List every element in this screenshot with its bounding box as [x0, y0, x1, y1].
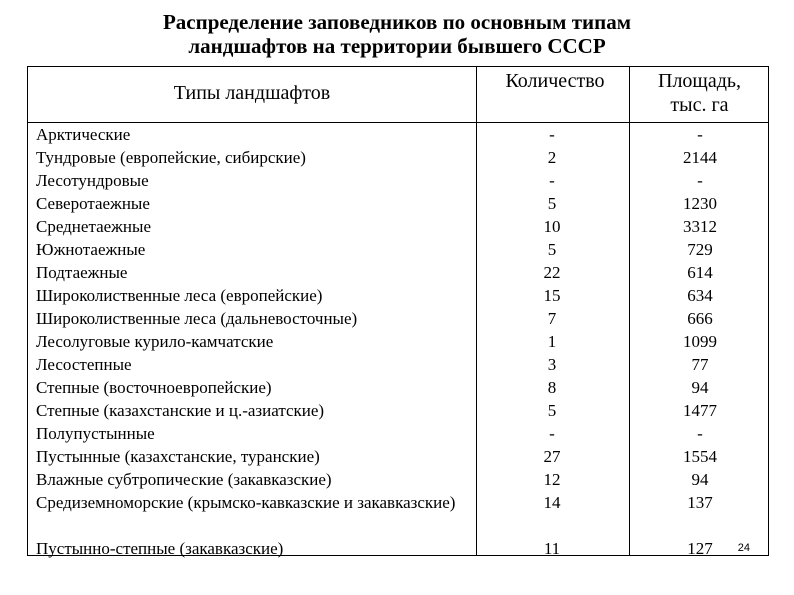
count-cell: 1	[547, 332, 557, 351]
table-row	[28, 146, 770, 169]
table-row	[28, 353, 770, 376]
area-cell: 1099	[683, 332, 717, 351]
title-line-1: Распределение заповедников по основным типам	[162, 10, 632, 34]
landscape-type-cell: Лесотундровые	[36, 171, 149, 190]
table-row	[28, 261, 770, 284]
table-row	[28, 238, 770, 261]
table-row	[28, 330, 770, 353]
area-cell: 94	[691, 470, 709, 489]
count-cell: 10	[543, 217, 561, 236]
area-cell: -	[697, 424, 703, 443]
table-row	[28, 422, 770, 445]
landscape-type-cell: Средиземноморские (крымско-кавказские и закавказские)	[36, 493, 456, 512]
area-cell: 94	[691, 378, 709, 397]
table-row	[28, 169, 770, 192]
table-row	[28, 307, 770, 330]
header-landscape-types: Типы ландшафтов	[173, 82, 331, 104]
landscape-type-cell: Арктические	[36, 125, 131, 144]
area-cell: -	[697, 125, 703, 144]
landscape-type-cell: Полупустынные	[36, 424, 155, 443]
count-cell: 11	[543, 539, 561, 558]
count-cell: -	[549, 171, 555, 190]
table-row	[28, 445, 770, 468]
area-cell: 614	[687, 263, 713, 282]
table-row	[28, 468, 770, 491]
landscape-type-cell: Подтаежные	[36, 263, 128, 282]
count-cell: 5	[547, 240, 557, 259]
table-row	[28, 399, 770, 422]
page-number: 24	[737, 542, 750, 554]
count-cell: 12	[543, 470, 561, 489]
table-row	[28, 192, 770, 215]
count-cell: 5	[547, 401, 557, 420]
table-row	[28, 123, 770, 146]
header-count: Количество	[505, 70, 605, 92]
title-line-2: ландшафтов на территории бывшего СССР	[188, 34, 606, 58]
landscape-type-cell: Пустынно-степные (закавказские)	[36, 539, 284, 558]
landscape-type-cell: Южнотаежные	[36, 240, 146, 259]
reserves-table	[27, 66, 769, 556]
landscape-type-cell: Среднетаежные	[36, 217, 151, 236]
area-cell: 729	[687, 240, 713, 259]
count-cell: -	[549, 125, 555, 144]
landscape-type-cell: Широколиственные леса (дальневосточные)	[36, 309, 358, 328]
area-cell: 77	[691, 355, 709, 374]
header-area: Площадь, тыс. га	[658, 70, 741, 116]
landscape-type-cell: Влажные субтропические (закавказские)	[36, 470, 332, 489]
landscape-type-cell: Лесолуговые курило-камчатские	[36, 332, 274, 351]
table-row	[28, 284, 770, 307]
landscape-type-cell: Тундровые (европейские, сибирские)	[36, 148, 306, 167]
count-cell: 8	[547, 378, 557, 397]
area-cell: 1477	[683, 401, 717, 420]
area-cell: 1230	[683, 194, 717, 213]
landscape-type-cell: Северотаежные	[36, 194, 150, 213]
table-row	[28, 491, 770, 537]
landscape-type-cell: Лесостепные	[36, 355, 132, 374]
area-cell: 634	[687, 286, 713, 305]
landscape-type-cell: Пустынные (казахстанские, туранские)	[36, 447, 320, 466]
table-row	[28, 215, 770, 238]
table-body	[28, 123, 770, 560]
count-cell: 15	[543, 286, 561, 305]
count-cell: 7	[547, 309, 557, 328]
area-cell: -	[697, 171, 703, 190]
table-row	[28, 376, 770, 399]
count-cell: 14	[543, 493, 561, 512]
count-cell: -	[549, 424, 555, 443]
count-cell: 5	[547, 194, 557, 213]
area-cell: 666	[687, 309, 713, 328]
count-cell: 27	[543, 447, 561, 466]
landscape-type-cell: Степные (восточноевропейские)	[36, 378, 272, 397]
landscape-type-cell: Степные (казахстанские и ц.-азиатские)	[36, 401, 325, 420]
table-row	[28, 537, 770, 560]
area-cell: 127	[687, 539, 713, 558]
area-cell: 3312	[683, 217, 717, 236]
count-cell: 3	[547, 355, 557, 374]
area-cell: 1554	[683, 447, 717, 466]
area-cell: 2144	[683, 148, 717, 167]
count-cell: 22	[543, 263, 561, 282]
landscape-type-cell: Широколиственные леса (европейские)	[36, 286, 323, 305]
count-cell: 2	[547, 148, 557, 167]
area-cell: 137	[687, 493, 713, 512]
